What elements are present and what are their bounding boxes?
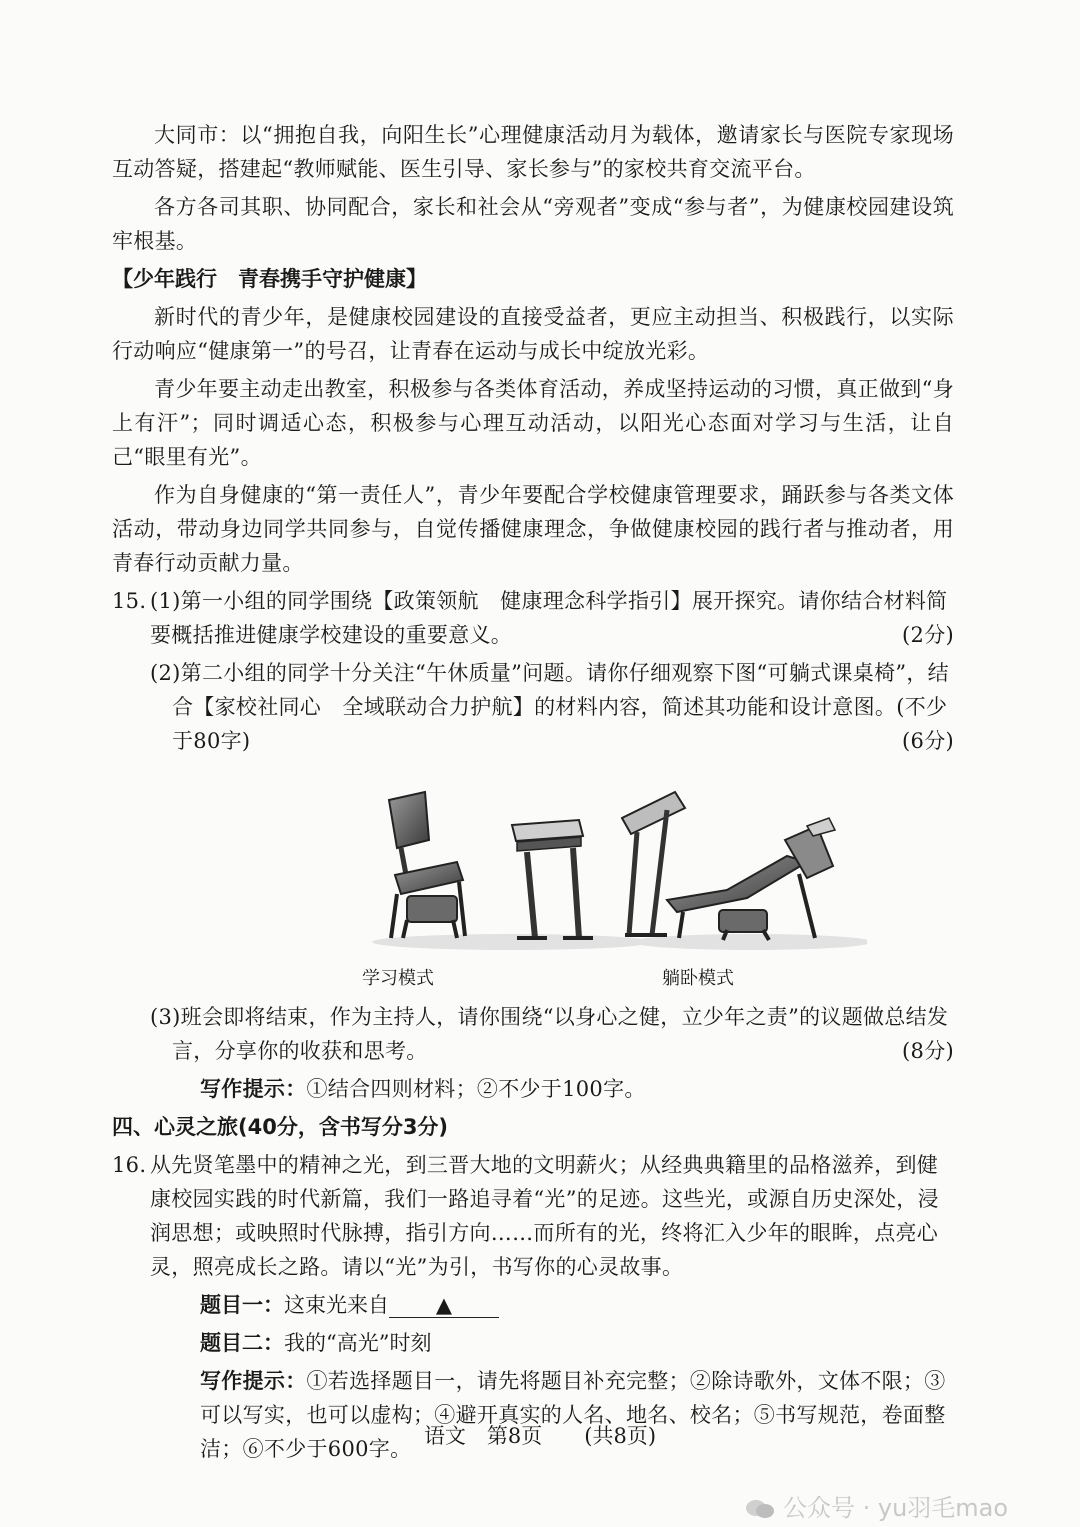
- exam-page: [112, 118, 954, 1470]
- watermark: [745, 1488, 1008, 1523]
- section4-heading: 四、心灵之旅(40分，含书写分3分): [112, 1115, 449, 1139]
- paragraph-datong: 大同市：以“拥抱自我，向阳生长”心理健康活动月为载体，邀请家长与医院专家现场互动答疑，搭建起“教师赋能、医生引导、家长参与”的家校共育交流平台。: [112, 123, 954, 181]
- question-text: (2)第二小组的同学十分关注“午休质量”问题。请你仔细观察下图“可躺式课桌椅”，结合【家校社同心 全域联动合力护航】的材料内容，简述其功能和设计意图。(不少于80字): [150, 661, 949, 753]
- watermark-text: 公众号 · yu羽毛mao: [783, 1494, 1009, 1522]
- hint-label: 写作提示：: [200, 1369, 307, 1393]
- question-text: 从先贤笔墨中的精神之光，到三晋大地的文明薪火；从经典典籍里的品格滋养，到健康校园实践的时代新篇，我们一路追寻着“光”的足迹。这些光，或源自历史深处，浸润思想；或映照时代脉搏，指引方向……而所有的光，终将汇入少年的眼眸，点亮心灵，照亮成长之路。请以“光”为引，书写你的心灵故事。: [150, 1153, 939, 1279]
- question-text: (3)班会即将结束，作为主持人，请你围绕“以身心之健，立少年之责”的议题做总结发言，分享你的收获和思考。: [150, 1005, 949, 1063]
- page-footer: 语文 第8页 (共8页): [423, 1424, 657, 1448]
- paragraph-youth-3: 作为自身健康的“第一责任人”，青少年要配合学校健康管理要求，踊跃参与各类文体活动，带动身边同学共同参与，自觉传播健康理念，争做健康校园的践行者与推动者，用青春行动贡献力量。: [112, 483, 954, 575]
- topic-label: 题目一：: [200, 1293, 284, 1317]
- figure-labels: [112, 960, 954, 994]
- figure-label-study-mode: 学习模式: [362, 968, 434, 989]
- study-mode-desk: [512, 820, 593, 938]
- question-15-part3: [150, 1000, 954, 1068]
- paragraph-youth-2: 青少年要主动走出教室，积极参与各类体育活动，养成坚持运动的习惯，真正做到“身上有汗”；同时调适心态，积极参与心理互动活动，以阳光心态面对学习与生活，让自己“眼里有光”。: [112, 377, 954, 469]
- writing-hint-16: [200, 1364, 954, 1466]
- topic-text: 我的“高光”时刻: [284, 1331, 432, 1355]
- fill-blank: ▲: [389, 1293, 499, 1318]
- writing-hint-15: [200, 1072, 954, 1106]
- wechat-icon: [745, 1498, 775, 1520]
- question-text: (1)第一小组的同学围绕【政策领航 健康理念科学指引】展开探究。请你结合材料简要概括推进健康学校建设的重要意义。: [150, 589, 948, 647]
- paragraph-youth-1: 新时代的青少年，是健康校园建设的直接受益者，更应主动担当、积极践行，以实际行动响应“健康第一”的号召，让青春在运动与成长中绽放光彩。: [112, 305, 954, 363]
- topic-two: [200, 1326, 954, 1360]
- question-15-part1: [112, 584, 954, 652]
- paragraph-collaboration: 各方各司其职、协同配合，家长和社会从“旁观者”变成“参与者”，为健康校园建设筑牢根基。: [112, 195, 954, 253]
- hint-text: ①若选择题目一，请先将题目补充完整；②除诗歌外，文体不限；③可以写实，也可以虚构；④避开真实的人名、地名、校名；⑤书写规范，卷面整洁；⑥不少于600字。: [200, 1369, 946, 1461]
- desk-chair-figure: [367, 770, 867, 960]
- topic-text: 这束光来自: [284, 1293, 389, 1317]
- question-15-part2: [150, 656, 954, 758]
- study-mode-chair: [389, 792, 465, 938]
- topic-label: 题目二：: [200, 1331, 284, 1355]
- question-16: [112, 1148, 954, 1284]
- hint-label: 写作提示：: [200, 1077, 307, 1101]
- score-label: (2分): [902, 623, 954, 647]
- question-number: 15.: [112, 589, 147, 613]
- hint-text: ①结合四则材料；②不少于100字。: [306, 1077, 646, 1101]
- figure-label-lie-mode: 躺卧模式: [662, 968, 734, 989]
- score-label: (6分): [902, 729, 954, 753]
- question-number: 16.: [112, 1153, 147, 1177]
- desk-chair-illustration: [367, 770, 867, 960]
- topic-one: [200, 1288, 954, 1322]
- score-label: (8分): [902, 1039, 954, 1063]
- section-heading: 【少年践行 青春携手守护健康】: [112, 267, 427, 291]
- lie-mode-desk-chair: [622, 792, 835, 940]
